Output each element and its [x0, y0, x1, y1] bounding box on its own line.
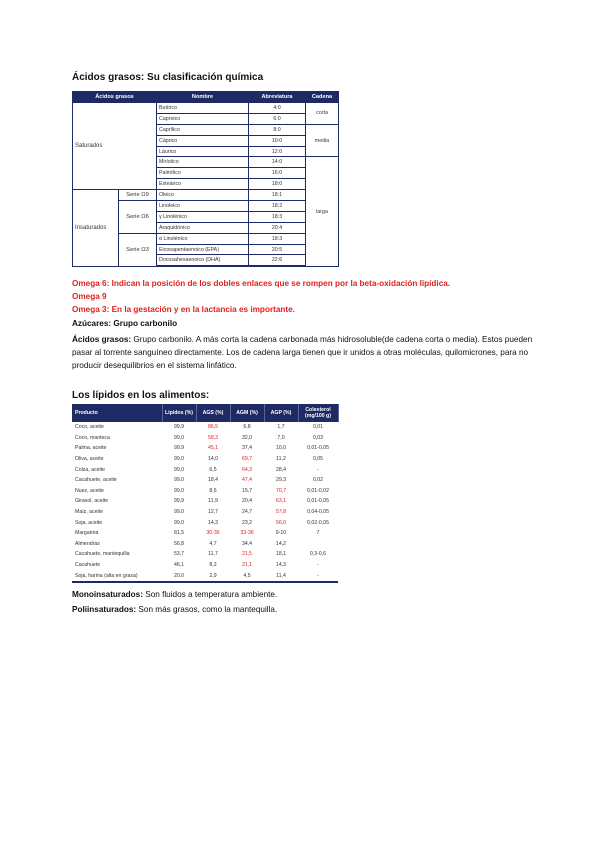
- row-name: Palmítico: [157, 168, 249, 179]
- cell-agm: 15,7: [241, 487, 253, 494]
- header-nombre: Nombre: [157, 92, 249, 103]
- row-abbr: 22:6: [249, 255, 306, 266]
- row-name: Láurico: [157, 146, 249, 157]
- row-name: Caproico: [157, 113, 249, 124]
- header-colesterol: Colesterol (mg/100 g): [298, 404, 338, 422]
- table-row: [72, 486, 338, 497]
- cell-p: Almendras: [75, 540, 100, 547]
- cell-agm: 6,8: [243, 424, 251, 431]
- table-row: [72, 539, 338, 550]
- header-abreviatura: Abreviatura: [249, 92, 306, 103]
- cell-l: 99,0: [173, 477, 185, 484]
- row-abbr: 18:3: [249, 211, 306, 222]
- cell-p: Cacahuete, mantequilla: [75, 551, 130, 558]
- acidos-text: Grupo carbonilo. A más corta la cadena carbonada más hidrosoluble(de cadena corta o media). Estos pueden pasar al torrente sanguíneo directamente. Los de cadena larga tienen que ir unidos a otras moléculas, quilomicrones, para no producir desequilibrios en el sistema linfático.: [72, 335, 533, 370]
- cell-col: 0,3-0,6: [309, 551, 327, 558]
- cell-col: -: [317, 466, 319, 473]
- note-omega3: Omega 3: En la gestación y en la lactancia es importante.: [72, 305, 295, 314]
- cell-ags: 86,5: [207, 424, 219, 431]
- cell-col: 0,01-0,05: [307, 445, 329, 452]
- cell-agm: 33-36: [240, 530, 254, 537]
- cell-ags: 2,9: [196, 570, 230, 582]
- lipids-in-foods-table: [72, 404, 339, 583]
- cell-col: [298, 539, 338, 550]
- cell-ags: 12,7: [207, 509, 219, 516]
- chain-media: media: [306, 124, 339, 157]
- cell-l: 46,1: [173, 562, 185, 569]
- row-name: α Linolénico: [157, 233, 249, 244]
- cell-l: 99,9: [173, 498, 185, 505]
- header-producto: Producto: [72, 404, 162, 422]
- table-row: [73, 103, 339, 114]
- table-row: [72, 433, 338, 444]
- row-abbr: 6:0: [249, 113, 306, 124]
- row-name: Eicosapentaenoico (EPA): [157, 244, 249, 255]
- cell-ags: 45,1: [207, 445, 219, 452]
- poli-label: Poliinsaturados:: [72, 605, 137, 614]
- table-row: [72, 507, 338, 518]
- cell-agp: 1,7: [277, 424, 285, 431]
- cell-l: 53,7: [173, 551, 185, 558]
- cell-l: 56,8: [173, 540, 185, 547]
- cell-ags: 4,7: [209, 540, 217, 547]
- cell-col: 0,01-0,05: [307, 498, 329, 505]
- cell-p: Cacahuete: [75, 562, 101, 569]
- table-row: [72, 475, 338, 486]
- table-header-row: [73, 92, 339, 103]
- cell-l: 99,0: [173, 466, 185, 473]
- cell-ags: 8,6: [209, 487, 217, 494]
- row-name: γ Linolénico: [157, 211, 249, 222]
- row-abbr: 18:0: [249, 179, 306, 190]
- mono-text: Son fluidos a temperatura ambiente.: [142, 590, 278, 599]
- table-row: [72, 496, 338, 507]
- acidos-label: Ácidos grasos:: [72, 335, 132, 344]
- cell-col: 0,02-0,05: [307, 519, 329, 526]
- azucares-label: Azúcares:: [72, 319, 112, 328]
- note-omega9: Omega 9: [72, 292, 107, 301]
- note-acidos-grasos: [72, 333, 534, 372]
- cell-ags: 8,2: [209, 562, 217, 569]
- cell-p: Soja, aceite: [75, 519, 103, 526]
- cell-agp: 29,3: [275, 477, 287, 484]
- cell-p: Margarina: [75, 530, 99, 537]
- row-name: Butírico: [157, 103, 249, 114]
- cell-p: Cacahuete, aceite: [75, 477, 117, 484]
- cell-agp: 11,2: [276, 456, 286, 463]
- table-row: [72, 570, 338, 582]
- cell-col: -: [317, 562, 319, 569]
- cell-l: 99,0: [173, 434, 185, 441]
- cell-p: Maíz, aceite: [75, 509, 103, 516]
- table-row: [72, 464, 338, 475]
- cell-agm: 21,1: [241, 562, 253, 569]
- cell-agm: 47,4: [241, 477, 253, 484]
- cell-agp: 18,1: [275, 551, 287, 558]
- subgroup-serie9: Serie Ω9: [119, 190, 157, 201]
- row-abbr: 10:0: [249, 135, 306, 146]
- azucares-text: Grupo carbonilo: [111, 319, 178, 328]
- row-abbr: 20:5: [249, 244, 306, 255]
- row-abbr: 16:0: [249, 168, 306, 179]
- cell-p: Palma, aceite: [75, 445, 107, 452]
- cell-agm: 20,4: [241, 498, 253, 505]
- section1-title: Ácidos grasos: Su clasificación química: [72, 72, 264, 83]
- footer-mono: [72, 588, 532, 601]
- table-row: [72, 443, 338, 454]
- cell-agp: 10,0: [275, 445, 287, 452]
- cell-p: Girasol, aceite: [75, 498, 109, 505]
- cell-col: -: [298, 570, 338, 582]
- cell-col: 0,02: [312, 477, 324, 484]
- cell-l: 20,0: [162, 570, 196, 582]
- row-abbr: 18:1: [249, 190, 306, 201]
- table-row: [72, 454, 338, 465]
- cell-agm: 69,7: [241, 456, 253, 463]
- cell-agp: 11,4: [264, 570, 298, 582]
- cell-p: Colza, aceite: [75, 466, 105, 473]
- cell-l: 99,0: [173, 456, 185, 463]
- row-abbr: 14:0: [249, 157, 306, 168]
- cell-agm: 37,4: [241, 445, 253, 452]
- footer-poli: [72, 603, 532, 616]
- chain-corta: corta: [306, 103, 339, 125]
- cell-ags: 14,3: [207, 519, 219, 526]
- cell-l: 99,9: [173, 445, 185, 452]
- cell-ags: 30-36: [206, 530, 220, 537]
- row-name: Cáprico: [157, 135, 249, 146]
- cell-agm: 23,2: [241, 519, 253, 526]
- row-name: Linoleico: [157, 201, 249, 212]
- cell-l: 81,5: [173, 530, 185, 537]
- cell-ags: 18,4: [207, 477, 219, 484]
- cell-agp: 7,0: [277, 434, 285, 441]
- cell-p: Nuez, aceite: [75, 487, 104, 494]
- lipids-table-body: [72, 422, 338, 582]
- table-header-row: [72, 404, 338, 422]
- table-row: [72, 528, 338, 539]
- cell-agm: 24,7: [241, 509, 253, 516]
- mono-label: Monoinsaturados:: [72, 590, 143, 599]
- cell-l: 99,0: [173, 487, 185, 494]
- poli-text: Son más grasos, como la mantequilla.: [136, 605, 278, 614]
- row-name: Caprílico: [157, 124, 249, 135]
- cell-ags: 11,9: [208, 498, 218, 505]
- table-row: [72, 422, 338, 433]
- cell-ags: 11,7: [208, 551, 218, 558]
- chain-larga: larga: [306, 157, 339, 266]
- cell-agp: 28,4: [275, 466, 287, 473]
- subgroup-serie6: Serie Ω6: [119, 201, 157, 234]
- cell-p: Oliva, aceite: [75, 456, 104, 463]
- row-name: Araquidónico: [157, 222, 249, 233]
- cell-agp: 63,1: [275, 498, 287, 505]
- table-row: [73, 190, 339, 201]
- cell-agm: 32,0: [241, 434, 253, 441]
- cell-l: 99,0: [173, 519, 185, 526]
- cell-agp: 9-10: [275, 530, 287, 537]
- cell-agp: 14,2: [275, 540, 287, 547]
- cell-col: 0,05: [312, 456, 324, 463]
- row-abbr: 18:3: [249, 233, 306, 244]
- header-agm: AGM (%): [230, 404, 264, 422]
- cell-l: 99,9: [173, 424, 185, 431]
- cell-p: Coco, aceite: [75, 424, 104, 431]
- cell-col: 0,04-0,05: [307, 509, 329, 516]
- group-saturados: Saturados: [73, 103, 157, 190]
- header-cadena: Cadena: [306, 92, 339, 103]
- note-omega6: Omega 6: Indican la posición de los dobles enlaces que se rompen por la beta-oxidación lipídica.: [72, 279, 451, 288]
- row-name: Oleico: [157, 190, 249, 201]
- cell-col: 0,03: [312, 434, 324, 441]
- cell-col: 0,01-0,02: [307, 487, 329, 494]
- row-name: Esteárico: [157, 179, 249, 190]
- row-name: Mirístico: [157, 157, 249, 168]
- header-lipidos: Lípidos (%): [162, 404, 196, 422]
- cell-col: 0,01: [312, 424, 324, 431]
- cell-agm: 4,5: [230, 570, 264, 582]
- cell-col: 7: [316, 530, 320, 537]
- subgroup-serie3: Serie Ω3: [119, 233, 157, 266]
- group-insaturados: Insaturados: [73, 190, 119, 267]
- section2-title: Los lípidos en los alimentos:: [72, 390, 210, 401]
- row-abbr: 8:0: [249, 124, 306, 135]
- cell-agp: 70,7: [275, 487, 287, 494]
- cell-agp: 14,3: [275, 562, 287, 569]
- cell-l: 99,0: [173, 509, 185, 516]
- header-acidos: Ácidos grasos: [73, 92, 157, 103]
- row-abbr: 4:0: [249, 103, 306, 114]
- table-row: [72, 560, 338, 571]
- cell-agp: 56,0: [275, 519, 287, 526]
- cell-agp: 57,8: [275, 509, 287, 516]
- fatty-acids-classification-table: [72, 91, 339, 267]
- row-name: Docosahexaenoico (DHA): [157, 255, 249, 266]
- cell-agm: 64,3: [241, 466, 253, 473]
- row-abbr: 12:0: [249, 146, 306, 157]
- row-abbr: 20:4: [249, 222, 306, 233]
- note-azucares: [72, 317, 532, 330]
- cell-agm: 34,4: [241, 540, 253, 547]
- header-ags: AGS (%): [196, 404, 230, 422]
- cell-ags: 58,3: [207, 434, 219, 441]
- cell-ags: 6,5: [209, 466, 217, 473]
- table-row: [72, 549, 338, 560]
- cell-agm: 21,5: [241, 551, 253, 558]
- cell-p: Coco, manteca: [75, 434, 110, 441]
- cell-p: Soja, harina (alta en grasa): [72, 570, 162, 582]
- table-row: [72, 517, 338, 528]
- row-abbr: 18:2: [249, 201, 306, 212]
- header-agp: AGP (%): [264, 404, 298, 422]
- cell-ags: 14,0: [207, 456, 219, 463]
